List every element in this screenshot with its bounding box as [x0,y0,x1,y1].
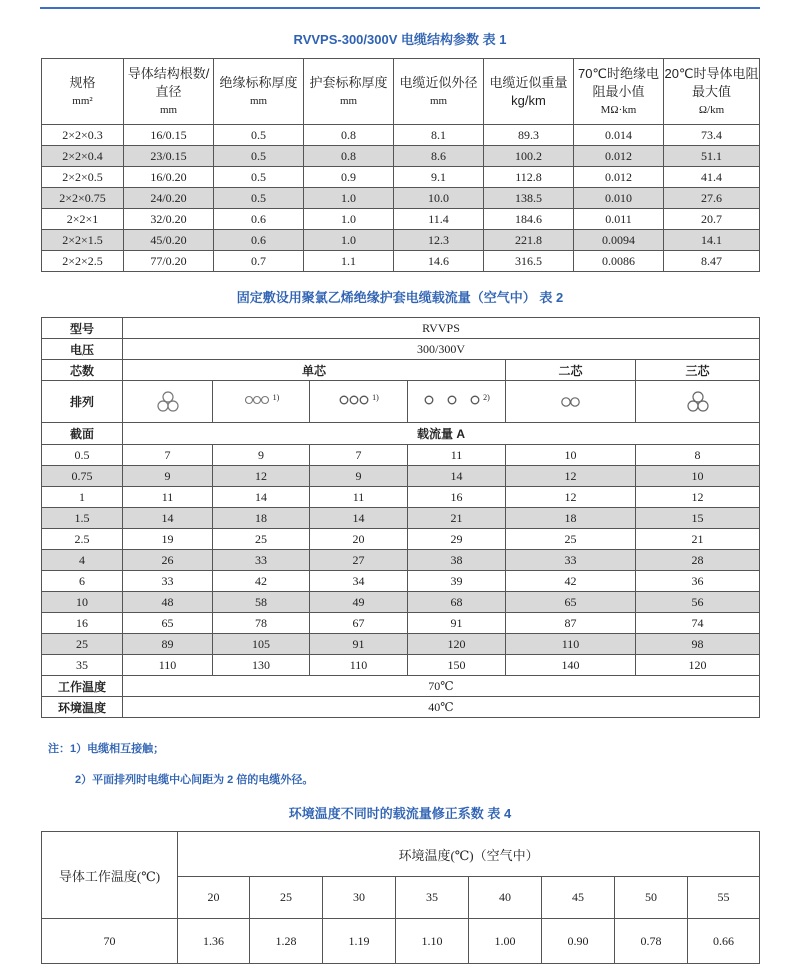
header-label: 导体结构根数/直径 [127,65,210,99]
table-cell: 8.6 [394,146,484,167]
table-cell: 2×2×0.3 [42,125,124,146]
table2-body [42,445,760,676]
work-temp-row [42,676,760,697]
table-cell: 7 [310,445,408,466]
temp-cell: 55 [688,877,760,919]
factor-cell: 0.90 [542,919,615,964]
cores-row [42,360,760,381]
table1-header-cell [394,59,484,125]
table-cell: 184.6 [484,209,574,230]
env-temp-label: 环境温度 [42,697,123,718]
table1-header-cell [124,59,214,125]
table1-header-cell [214,59,304,125]
table-cell: 24/0.20 [124,188,214,209]
arrangement-flat-spaced [408,381,506,423]
work-temp-cell: 70 [42,919,178,964]
table-cell: 140 [506,655,636,676]
footnote-2-marker: 2) [483,392,490,402]
env-temp-row [42,697,760,718]
cores-label: 芯数 [42,360,123,381]
table1-cable-structure [41,58,760,272]
table-row [42,592,760,613]
trefoil-circles-icon [155,390,181,414]
table-cell: 2×2×1.5 [42,230,124,251]
work-temp-value: 70℃ [123,676,760,697]
header-unit: mm [339,94,358,107]
header-label: 电缆近似外径 [399,74,478,90]
table-cell: 33 [506,550,636,571]
arrangement-flat-touching-2 [213,381,310,423]
table-cell: 105 [213,634,310,655]
table-row [42,634,760,655]
table-cell: 12 [506,487,636,508]
table2-title: 固定敷设用聚氯乙烯绝缘护套电缆载流量（空气中） 表 2 [236,290,564,305]
table-cell: 10 [636,466,760,487]
flat-touching-circles-icon [338,394,372,410]
table-cell: 33 [213,550,310,571]
table-cell: 0.012 [574,167,664,188]
table-cell: 16/0.20 [124,167,214,188]
table-cell: 2.5 [42,529,123,550]
table-row [42,125,760,146]
table-cell: 12 [506,466,636,487]
env-temp-header: 环境温度(℃)（空气中） [178,832,760,877]
table-row [42,550,760,571]
table-row [42,445,760,466]
table-cell: 8.47 [664,251,760,272]
table-cell: 19 [123,529,213,550]
table-cell: 32/0.20 [124,209,214,230]
table-row [42,508,760,529]
table-cell: 38 [408,550,506,571]
table-cell: 89 [123,634,213,655]
two-circles-icon [558,396,584,408]
table-cell: 8 [636,445,760,466]
footnote-1-marker: 1) [372,392,379,402]
voltage-value: 300/300V [123,339,760,360]
table-cell: 65 [506,592,636,613]
table-cell: 110 [310,655,408,676]
model-label: 型号 [42,318,123,339]
table-cell: 14.6 [394,251,484,272]
factor-cell: 1.36 [178,919,250,964]
table-cell: 58 [213,592,310,613]
arrangement-label: 排列 [42,381,123,423]
footnote-1-marker: 1) [272,392,280,402]
table-row [42,655,760,676]
temp-cell: 35 [396,877,469,919]
table-cell: 9 [213,445,310,466]
factor-cell: 1.19 [323,919,396,964]
table-cell: 4 [42,550,123,571]
table-cell: 130 [213,655,310,676]
table-cell: 91 [408,613,506,634]
table-cell: 18 [213,508,310,529]
voltage-label: 电压 [42,339,123,360]
current-capacity-label: 载流量 A [123,423,760,445]
table-cell: 10 [42,592,123,613]
table-cell: 25 [213,529,310,550]
table-cell: 12 [213,466,310,487]
table-cell: 0.012 [574,146,664,167]
table-cell: 21 [408,508,506,529]
voltage-row [42,339,760,360]
table-row [42,230,760,251]
table-cell: 27 [310,550,408,571]
header-unit: mm [159,103,178,116]
table-cell: 221.8 [484,230,574,251]
header-unit: MΩ·km [600,103,637,116]
arrangement-row [42,381,760,423]
table-cell: 91 [310,634,408,655]
env-temp-value: 40℃ [123,697,760,718]
factors-row [42,919,760,964]
table-cell: 26 [123,550,213,571]
table-cell: 110 [506,634,636,655]
table-cell: 14 [123,508,213,529]
table-cell: 10 [506,445,636,466]
work-temp-header: 导体工作温度(℃) [42,832,178,919]
table-cell: 36 [636,571,760,592]
table1-header-cell [664,59,760,125]
table-cell: 0.5 [42,445,123,466]
table-cell: 9 [123,466,213,487]
table-cell: 2×2×2.5 [42,251,124,272]
table-row [42,613,760,634]
table-cell: 68 [408,592,506,613]
table-cell: 112.8 [484,167,574,188]
table-cell: 89.3 [484,125,574,146]
table-cell: 0.5 [214,167,304,188]
factor-cell: 1.10 [396,919,469,964]
table-row [42,529,760,550]
table-cell: 0.6 [214,230,304,251]
table-cell: 14 [213,487,310,508]
factor-cell: 0.66 [688,919,760,964]
table1-header-cell [484,59,574,125]
table-cell: 0.011 [574,209,664,230]
table-cell: 0.010 [574,188,664,209]
table-row [42,146,760,167]
table-cell: 77/0.20 [124,251,214,272]
table-cell: 12.3 [394,230,484,251]
table-cell: 0.75 [42,466,123,487]
table-cell: 1.5 [42,508,123,529]
single-core-header: 单芯 [123,360,506,381]
table-cell: 0.8 [304,125,394,146]
table-cell: 73.4 [664,125,760,146]
table-cell: 39 [408,571,506,592]
header-label: 20℃时导体电阻最大值 [664,65,759,99]
header-unit: mm² [72,94,93,107]
table1-header-cell [574,59,664,125]
table-cell: 67 [310,613,408,634]
table-cell: 42 [506,571,636,592]
table-cell: 34 [310,571,408,592]
header-label: 70℃时绝缘电阻最小值 [577,65,660,99]
three-core-header: 三芯 [636,360,760,381]
table-cell: 87 [506,613,636,634]
table-row [42,251,760,272]
table-cell: 18 [506,508,636,529]
table-cell: 0.014 [574,125,664,146]
table-cell: 14 [408,466,506,487]
table-cell: 0.9 [304,167,394,188]
table-cell: 100.2 [484,146,574,167]
table-cell: 49 [310,592,408,613]
table-cell: 16/0.15 [124,125,214,146]
model-value: RVVPS [123,318,760,339]
table-cell: 120 [408,634,506,655]
table-cell: 27.6 [664,188,760,209]
table4-title: 环境温度不同时的载流量修正系数 表 4 [288,806,512,821]
section-label: 截面 [42,423,123,445]
table-cell: 0.7 [214,251,304,272]
table1-body [42,125,760,272]
table1-title: RVVPS-300/300V 电缆结构参数 表 1 [293,32,507,47]
table-cell: 1.0 [304,209,394,230]
table-row [42,209,760,230]
header-label: 绝缘标称厚度 [219,74,298,90]
table-cell: 2×2×0.5 [42,167,124,188]
table-cell: 29 [408,529,506,550]
table-cell: 120 [636,655,760,676]
flat-spaced-circles-icon [423,394,483,410]
temp-cell: 30 [323,877,396,919]
table-cell: 51.1 [664,146,760,167]
table4-header-row [42,832,760,877]
table-cell: 21 [636,529,760,550]
table-cell: 0.0086 [574,251,664,272]
table-row [42,571,760,592]
temp-cell: 45 [542,877,615,919]
table-cell: 78 [213,613,310,634]
temp-cell: 50 [615,877,688,919]
table-cell: 316.5 [484,251,574,272]
table-cell: 110 [123,655,213,676]
table-cell: 16 [42,613,123,634]
table1-header-row [42,59,760,125]
table-cell: 48 [123,592,213,613]
table-cell: 2×2×0.4 [42,146,124,167]
table-cell: 65 [123,613,213,634]
table-cell: 1.0 [304,230,394,251]
table-cell: 9 [310,466,408,487]
temp-cell: 40 [469,877,542,919]
table2-current-capacity [41,317,760,718]
table-cell: 20.7 [664,209,760,230]
trefoil-circles-icon [685,390,711,414]
table-cell: 7 [123,445,213,466]
arrangement-flat-touching-3 [310,381,408,423]
factor-cell: 1.00 [469,919,542,964]
table-cell: 2×2×1 [42,209,124,230]
table-cell: 20 [310,529,408,550]
arrangement-three-core [636,381,760,423]
table-cell: 6 [42,571,123,592]
note-1: 注：1）电缆相互接触； [48,743,165,755]
table-cell: 14 [310,508,408,529]
table-cell: 0.5 [214,125,304,146]
header-label: 规格 [69,74,96,90]
table1-header-cell [304,59,394,125]
note-2: 2）平面排列时电缆中心间距为 2 倍的电缆外径。 [75,774,314,786]
two-core-header: 二芯 [506,360,636,381]
header-unit: Ω/km [698,103,725,116]
temp-cell: 25 [250,877,323,919]
arrangement-two-core [506,381,636,423]
table-row [42,487,760,508]
table-cell: 150 [408,655,506,676]
table-cell: 11 [408,445,506,466]
table-cell: 1.1 [304,251,394,272]
table-cell: 0.5 [214,188,304,209]
table-cell: 2×2×0.75 [42,188,124,209]
table-cell: 45/0.20 [124,230,214,251]
table-cell: 25 [506,529,636,550]
table-cell: 138.5 [484,188,574,209]
factor-cell: 1.28 [250,919,323,964]
header-unit: mm [249,94,268,107]
table-cell: 23/0.15 [124,146,214,167]
table-cell: 11 [310,487,408,508]
table-cell: 0.8 [304,146,394,167]
flat-touching-circles-icon [243,394,273,410]
table-cell: 56 [636,592,760,613]
table-cell: 74 [636,613,760,634]
header-label: 电缆近似重量 kg/km [489,74,568,108]
table-cell: 10.0 [394,188,484,209]
work-temp-label: 工作温度 [42,676,123,697]
factor-cell: 0.78 [615,919,688,964]
table-cell: 12 [636,487,760,508]
table-cell: 33 [123,571,213,592]
table-cell: 42 [213,571,310,592]
table-cell: 35 [42,655,123,676]
table1-header-cell [42,59,124,125]
table-row [42,466,760,487]
table-cell: 0.5 [214,146,304,167]
table-cell: 0.6 [214,209,304,230]
table-cell: 8.1 [394,125,484,146]
table-row [42,167,760,188]
table-cell: 0.0094 [574,230,664,251]
table-row [42,188,760,209]
header-unit: mm [429,94,448,107]
table-cell: 1.0 [304,188,394,209]
section-row [42,423,760,445]
table4-correction-factors [41,831,760,964]
table-cell: 11 [123,487,213,508]
top-rule [40,7,760,9]
table-cell: 28 [636,550,760,571]
table-cell: 41.4 [664,167,760,188]
table-cell: 11.4 [394,209,484,230]
table-cell: 9.1 [394,167,484,188]
table-cell: 98 [636,634,760,655]
table-cell: 16 [408,487,506,508]
table-cell: 14.1 [664,230,760,251]
model-row [42,318,760,339]
table-cell: 1 [42,487,123,508]
arrangement-trefoil [123,381,213,423]
table-cell: 25 [42,634,123,655]
table-cell: 15 [636,508,760,529]
temp-cell: 20 [178,877,250,919]
header-label: 护套标称厚度 [309,74,388,90]
